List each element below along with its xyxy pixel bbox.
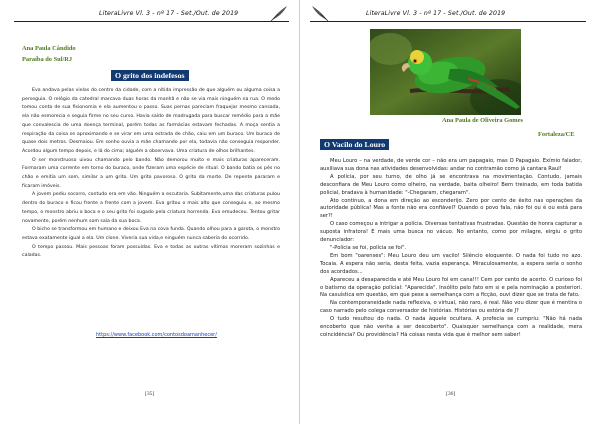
quill-icon bbox=[310, 5, 330, 22]
paragraph: O bicho se transformou em humano e deixou Eva na cova funda. Quando olhou para a garota, o monstro estava exatamente igual a ela. Um clone. Viveria sua vida,e ninguém nunca saberia do ocorrido. bbox=[22, 227, 280, 241]
journal-title: LiteraLivre Vl. 3 - nº 17 - Set./Out. de 2019 bbox=[366, 10, 506, 17]
page-header bbox=[14, 5, 289, 23]
paragraph: "-Polícia se foi, polícia se foi". bbox=[330, 244, 407, 251]
paragraph: A jovem pediu socorro, contudo era em vão. Ninguém a escutaria. Subitamente,uma das criaturas pulou dentro do buraco e ficou frente a frente com a jovem. Eva gritou o mais alto que conseguiu e, ao mesmo tempo, o monstro abriu a boca e o seu grito foi sugado pela criatura horrenda. Eva emudeceu. Tentou gritar novamente, porém nenhum som saía da sua boca. bbox=[22, 192, 280, 224]
right-page bbox=[300, 0, 600, 424]
paragraph: O ser monstruoso uivou chamando pelo bando. Não demorou muito e mais criaturas apareceram. Formaram uma corrente em torno do buraco, onde fizeram uma espécie de ritual. O bando batia os pés no chão e emitia um som, similar a um grito. Um grito pavoroso. O grito da morte. De repente pararam e ficaram imóveis. bbox=[22, 157, 280, 189]
paragraph: O caso começou a intrigar a polícia. Diversas tentativas frustradas. Questão de honra capturar a suposta infratora! E mais uma busca no vácuo. No entanto, como por milagre, eirgiu o grito denunciador: bbox=[320, 221, 582, 244]
paragraph: A polícia, por seu turno, de olho já se encontrava na movimentação. Contudo, jamais desconfiara de Meu Louro como olheiro, na verdade, baita olheiro! Bem treinado, em toda batida policial, bradava à humanidade: "-Chegaram, chegaram". bbox=[320, 173, 582, 196]
quill-icon bbox=[269, 5, 289, 22]
page-header bbox=[310, 5, 586, 23]
paragraph: Meu Louro – na verdade, de verde cor – não era um papagaio, mas O Papagaio. Exímio falador, auxiliava sua dona nas atividades desenvolvidas: andar no contramão como já cantara Raul! bbox=[320, 158, 582, 172]
parrot-photo bbox=[370, 29, 521, 115]
author-name: Ana Paula Cândido bbox=[22, 45, 76, 52]
article-body bbox=[320, 158, 582, 340]
paragraph: Ato contínuo, a dona em direção ao esconderijo. Zero por cento de êxito nas operações da autoridade pública! Mas a fonte não era confiável? Quando o povo fala, não foi ou é ou está para ser?! bbox=[320, 197, 582, 220]
author-place: Fortaleza/CE bbox=[538, 131, 575, 138]
paragraph: Apareceu a desaparecida e até Meu Louro foi em cana!!! Cem por cento de acerto. O curioso foi o batismo da operação policial: "Aparecida". Insólito pelo fato em si e pela nominação a posteriori. Na casuística em questão, em que pese a semelhança com a ficção, ouvi dizer que se trata de fato. bbox=[320, 276, 582, 299]
author-name: Ana Paula de Oliveira Gomes bbox=[442, 117, 523, 124]
facebook-link[interactable]: https://www.facebook.com/contosdoamanhecer/ bbox=[96, 332, 217, 338]
paragraph: O tempo passou. Mais pessoas foram possuídas. Eva e todas as outras vítimas moreram sozinhas e caladas. bbox=[22, 244, 280, 259]
paragraph: Eva andava pelas vielas do centro da cidade, com a nítida impressão de que alguém ou alguma coisa a perseguia. O relógio da catedral marcava duas horas da manhã e não se via mais ninguém na rua. O medo tomou conta de sua fisionomia e ela aumentou o passo. Suas pernas pareciam fraquejar mesmo cansada, ela não esmorecia e seguia firme no seu curso. Havia saído de madrugada para buscar remédio para a mãe que convalescia de uma doença terminal, porém todas as farmácias estavam fechadas. A moça sentia a respiração da coisa se aproximando e se virar em uma estrada de chão, caiu em um buraco. Um buraco de quase dois metros. Desmaiou. Em sonho ouvia a mãe chamando por ela, todavia não conseguia responder. Acordou algum tempo depois, e lá do cima; alguém a observava. Uma criatura de olhos brilhantes. bbox=[22, 88, 280, 154]
page-number: [36] bbox=[446, 391, 456, 397]
page-number: [35] bbox=[145, 391, 155, 397]
article-title: O grito dos indefesos bbox=[111, 70, 189, 81]
parrot-image bbox=[370, 29, 521, 115]
article-body bbox=[22, 87, 280, 261]
paragraph: Em bom "oarenses": Meu Louro deu um vacilo! Silêncio eloquente. O nada foi tudo no azo. Tocaia. A espera não seria, desta feita, vazia esperança. Miraculosamente, a espera seria o sonho dos acordados... bbox=[320, 252, 582, 275]
journal-title: LiteraLivre Vl. 3 - nº 17 - Set./Out. de 2019 bbox=[99, 10, 239, 17]
article-title: O Vacilo do Louro bbox=[320, 139, 389, 150]
author-place: Paraíba do Sul/RJ bbox=[22, 56, 73, 63]
paragraph: O tudo resultou do nada. O nada àquele ocultara. A profecia se cumpriu: "Não há nada encoberto que não venha a ser descoberto". Quaisquer semelhança com a realidade, mera coincidência? Ou providência? Há coisas nesta vida que é melhor sem saber! bbox=[320, 316, 582, 338]
paragraph: Na contemporaneidade nada reflexiva, o virtual, não raro, é real. Não vou dizer que é mentira o caso narrado pelo colega conversador de histórias. Histórias ou estória de J? bbox=[320, 300, 582, 315]
